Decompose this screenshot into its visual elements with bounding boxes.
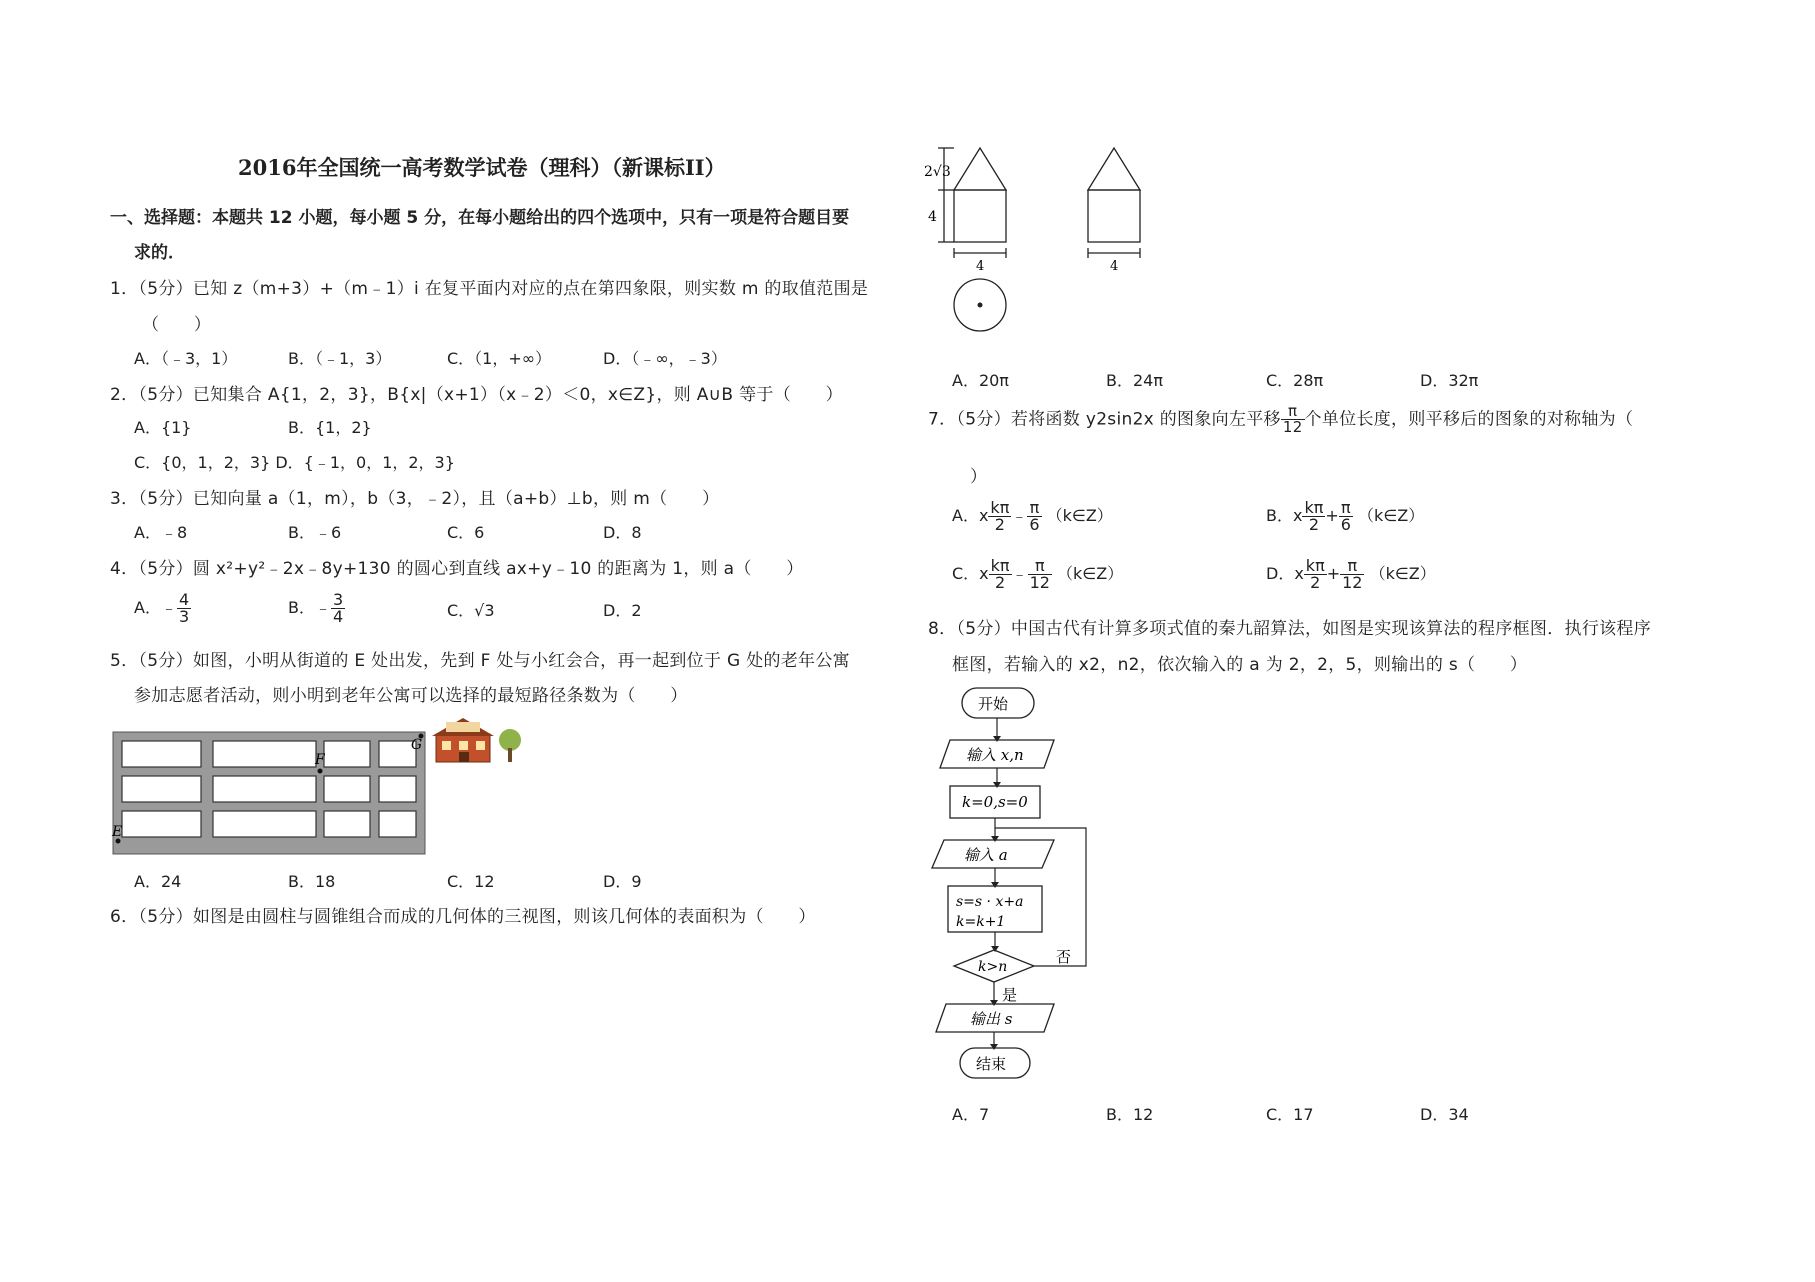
q6-option-a: A．20π — [952, 371, 1009, 390]
q1-stem: 1．（5分）已知 z（m+3）+（m﹣1）i 在复平面内对应的点在第四象限，则实数 m 的取值范围是 — [110, 279, 869, 299]
flowchart-figure — [930, 684, 1120, 1084]
q1-option-b: B．（﹣1，3） — [288, 349, 392, 368]
q2-stem: 2．（5分）已知集合 A{1，2，3}，B{x|（x+1）（x﹣2）＜0，x∈Z}，则 A∪B 等于（ ） — [110, 385, 843, 405]
label-f: F — [315, 752, 325, 768]
q4-option-d: D．2 — [603, 601, 642, 620]
q1-option-c: C．（1，+∞） — [447, 349, 552, 368]
point-f — [318, 769, 323, 774]
q5-option-a: A．24 — [134, 872, 182, 891]
flow-calc-line1: s=s · x+a — [956, 894, 1024, 910]
q4-stem: 4．（5分）圆 x²+y²﹣2x﹣8y+130 的圆心到直线 ax+y﹣10 的距离为 1，则 a（ ） — [110, 559, 804, 579]
q6-option-c: C．28π — [1266, 371, 1324, 390]
apartment-icon — [432, 718, 521, 762]
q7-option-c: C．x $\frac{k\pi}{2}$ ﹣ $\frac{\pi}{12}$ （k∈Z） — [952, 556, 1124, 592]
flow-output-text: 输出 s — [970, 1010, 1013, 1028]
page-title: 2016年全国统一高考数学试卷（理科）（新课标II） — [238, 155, 726, 180]
q7-option-d: D．x $\frac{k\pi}{2}$ + $\frac{\pi}{12}$ （k∈Z） — [1266, 556, 1436, 592]
flow-input-a-text: 输入 a — [964, 846, 1008, 864]
q8-stem: 8．（5分）中国古代有计算多项式值的秦九韶算法，如图是实现该算法的程序框图．执行该程序 — [928, 619, 1652, 639]
q6-option-b: B．24π — [1106, 371, 1163, 390]
q6-stem: 6．（5分）如图是由圆柱与圆锥组合而成的几何体的三视图，则该几何体的表面积为（ ） — [110, 907, 816, 927]
flow-start-text: 开始 — [978, 695, 1009, 713]
q1-option-d: D．（﹣∞，﹣3） — [603, 349, 727, 368]
label-g: G — [411, 737, 423, 753]
q2-option-a: A．{1} — [134, 418, 192, 437]
q3-option-c: C．6 — [447, 523, 485, 542]
q3-option-a: A．﹣8 — [134, 523, 188, 542]
q3-stem: 3．（5分）已知向量 a（1，m），b（3，﹣2），且（a+b）⊥b，则 m（ ） — [110, 489, 720, 509]
dim-height-cone: 2√3 — [924, 164, 951, 180]
flow-calc-line2: k=k+1 — [956, 914, 1006, 930]
q1-paren: （ ） — [142, 315, 212, 335]
q1-option-a: A．（﹣3，1） — [134, 349, 238, 368]
q8-option-c: C．17 — [1266, 1105, 1314, 1124]
q7-stem: 7．（5分）若将函数 y2sin2x 的图象向左平移 $\frac{\pi}{12}$ 个单位长度，则平移后的图象的对称轴为（ — [928, 402, 1634, 436]
q2-option-b: B．{1，2} — [288, 418, 372, 437]
flow-yes-label: 是 — [1002, 986, 1018, 1004]
q5-option-b: B．18 — [288, 872, 336, 891]
dim-width-side: 4 — [1110, 259, 1119, 274]
flow-no-label: 否 — [1056, 948, 1072, 966]
flow-input-xn-text: 输入 x,n — [966, 746, 1024, 764]
q2-option-cd: C．{0，1，2，3} D．{﹣1，0，1，2，3} — [134, 453, 455, 472]
label-e: E — [112, 824, 123, 840]
q5-option-c: C．12 — [447, 872, 495, 891]
q3-option-d: D．8 — [603, 523, 642, 542]
flow-cond-text: k>n — [978, 959, 1008, 975]
q8-option-b: B．12 — [1106, 1105, 1154, 1124]
q8-option-a: A．7 — [952, 1105, 990, 1124]
q4-option-a: A．﹣ $\frac{4}{3}$ — [134, 590, 190, 626]
q4-option-c: C．√3 — [447, 601, 495, 620]
section-heading: 一、选择题：本题共 12 小题，每小题 5 分，在每小题给出的四个选项中，只有一项是符合题目要 — [110, 208, 850, 228]
dim-height-cyl: 4 — [928, 209, 937, 225]
q4-option-b: B．﹣ $\frac{3}{4}$ — [288, 590, 344, 626]
q8-stem-cont: 框图，若输入的 x2，n2，依次输入的 a 为 2，2，5，则输出的 s（ ） — [952, 655, 1528, 675]
three-view-figure — [924, 140, 1168, 340]
section-heading-cont: 求的． — [134, 243, 185, 263]
flow-init-text: k=0,s=0 — [962, 793, 1028, 811]
q5-stem-cont: 参加志愿者活动，则小明到老年公寓可以选择的最短路径条数为（ ） — [134, 686, 688, 706]
q6-option-d: D．32π — [1420, 371, 1479, 390]
dim-width-front: 4 — [976, 259, 985, 274]
q8-option-d: D．34 — [1420, 1105, 1469, 1124]
q7-option-a: A．x $\frac{k\pi}{2}$ ﹣ $\frac{\pi}{6}$ （k∈Z） — [952, 498, 1113, 534]
q5-stem: 5．（5分）如图，小明从街道的 E 处出发，先到 F 处与小红会合，再一起到位于 G 处的老年公寓 — [110, 651, 850, 671]
q3-option-b: B．﹣6 — [288, 523, 342, 542]
flow-end-text: 结束 — [976, 1055, 1007, 1073]
q7-option-b: B．x $\frac{k\pi}{2}$ + $\frac{\pi}{6}$ （k∈Z） — [1266, 498, 1425, 534]
street-grid-figure — [110, 712, 530, 858]
q7-paren-close: ） — [970, 467, 988, 487]
q5-option-d: D．9 — [603, 872, 642, 891]
